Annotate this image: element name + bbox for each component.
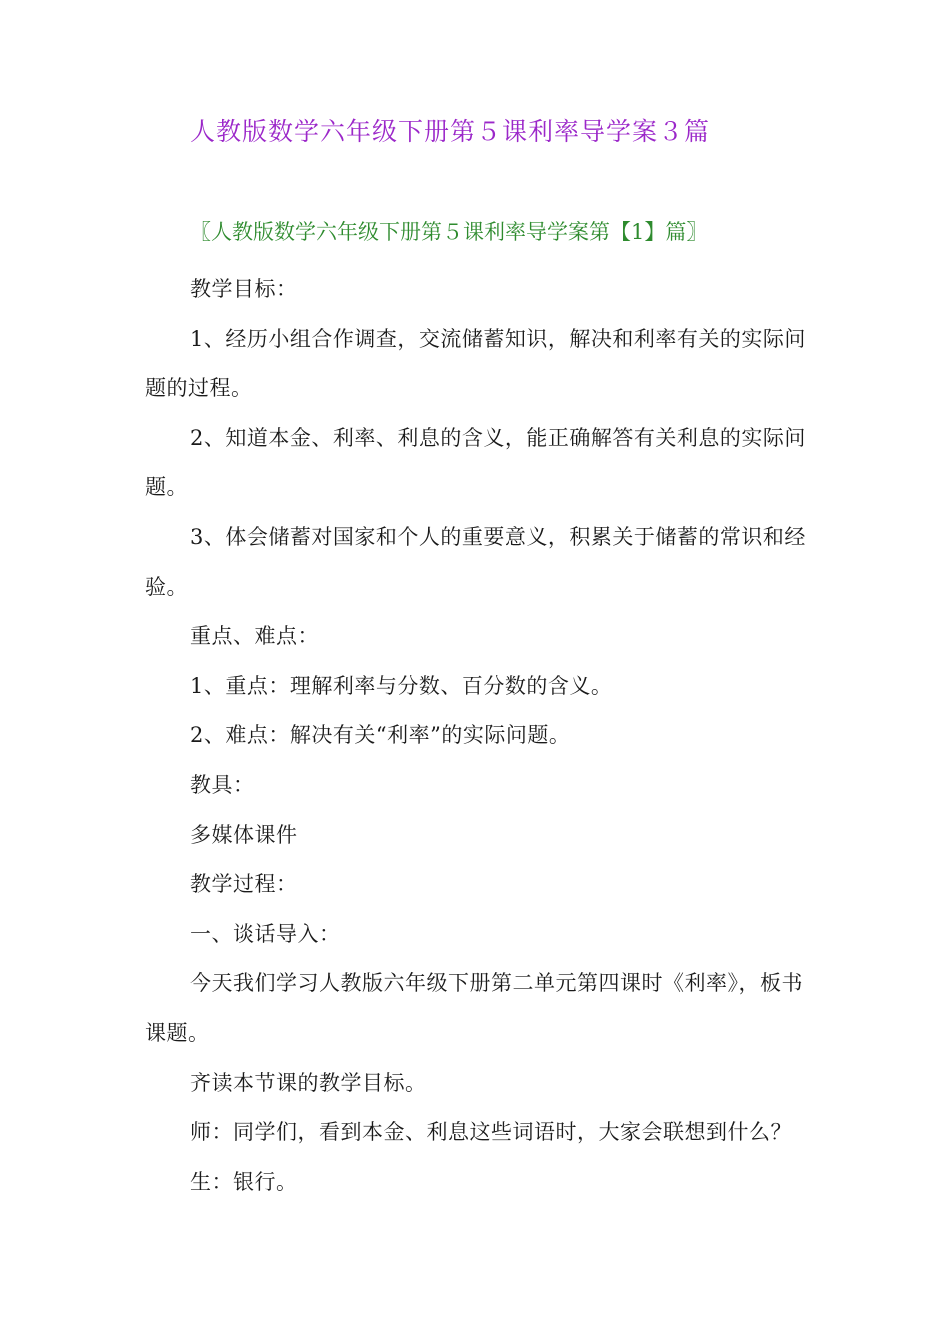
paragraph: 一、谈话导入： [190, 921, 341, 946]
paragraph: 1、重点：理解利率与分数、百分数的含义。 [190, 673, 613, 698]
paragraph: 3、体会储蓄对国家和个人的重要意义，积累关于储蓄的常识和经验。 [145, 524, 806, 599]
paragraph: 教学目标： [190, 277, 298, 301]
paragraph: 1、经历小组合作调查，交流储蓄知识，解决和利率有关的实际问题的过程。 [145, 326, 806, 401]
paragraph: 齐读本节课的教学目标。 [190, 1070, 427, 1095]
paragraph: 生：银行。 [190, 1169, 298, 1194]
paragraph: 2、难点：解决有关“利率”的实际问题。 [190, 723, 571, 748]
paragraph: 重点、难点： [190, 624, 319, 649]
paragraph: 2、知道本金、利率、利息的含义，能正确解答有关利息的实际问题。 [145, 425, 806, 500]
paragraph: 教具： [190, 772, 255, 797]
paragraph: 教学过程： [190, 872, 298, 897]
paragraph: 师：同学们，看到本金、利息这些词语时，大家会联想到什么？ [190, 1120, 792, 1145]
paragraph: 多媒体课件 [190, 822, 298, 847]
paragraph: 今天我们学习人教版六年级下册第二单元第四课时《利率》，板书课题。 [145, 971, 803, 1045]
document-body [145, 265, 815, 1207]
section-heading: 〖人教版数学六年级下册第５课利率导学案第【1】篇〗 [190, 220, 708, 244]
document-title: 人教版数学六年级下册第５课利率导学案３篇 [189, 117, 710, 146]
